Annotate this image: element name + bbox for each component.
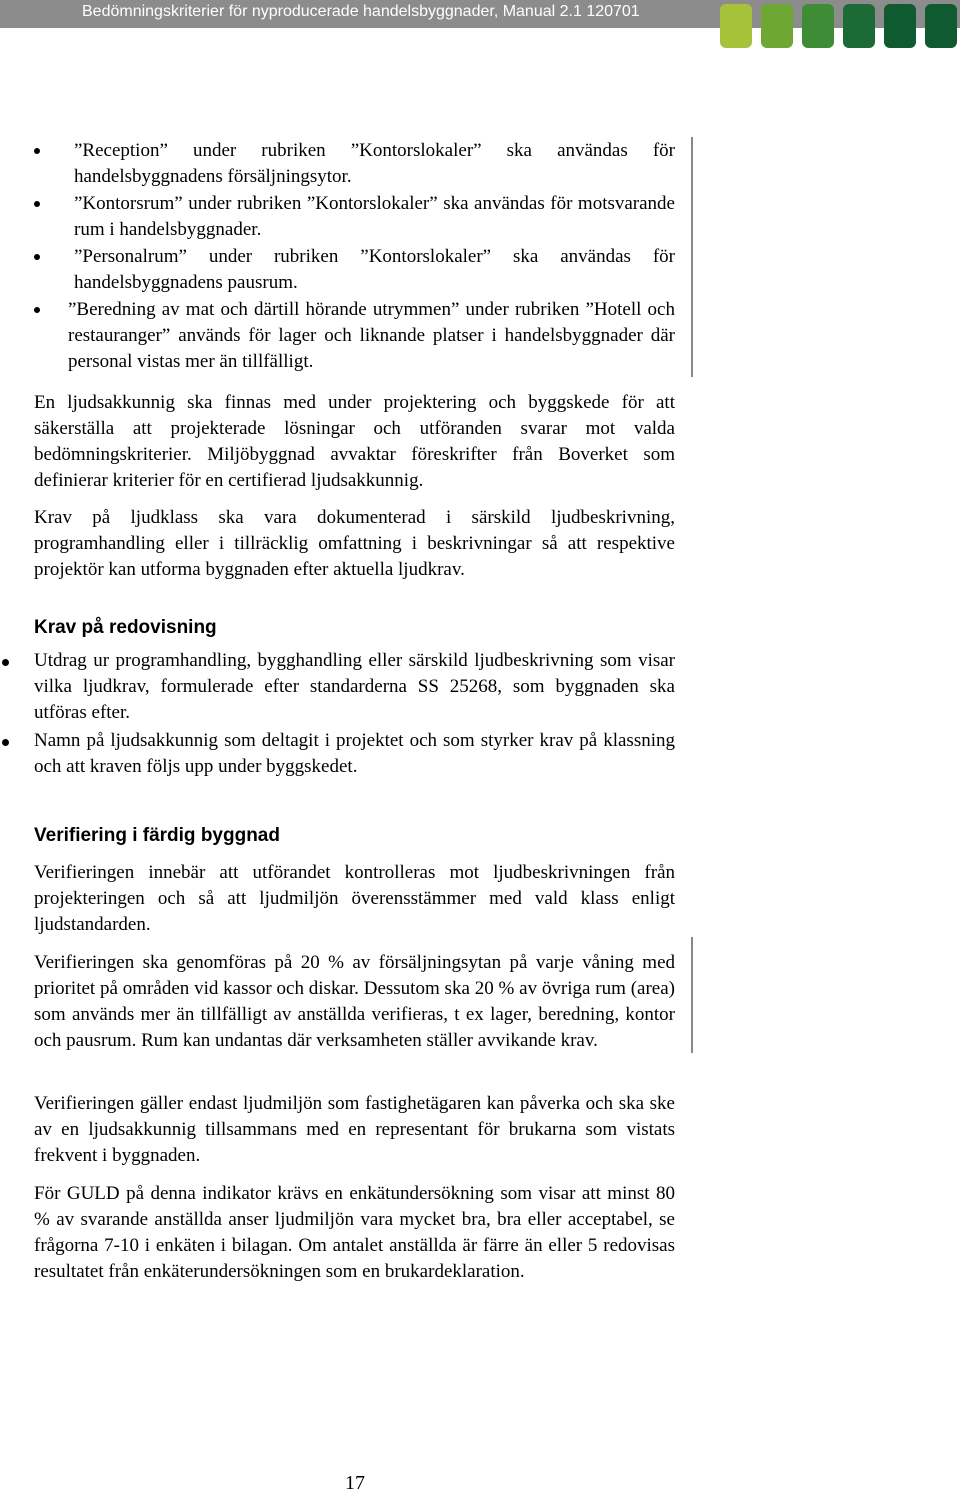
section-heading-redovisning: Krav på redovisning [34, 617, 217, 638]
bullet-icon [34, 148, 40, 154]
verifiering-paragraph: Verifieringen gäller endast ljudmiljön som fastighetägaren kan påverka och ska ske av en ljudsakkunnig tillsammans med en representant för brukarna som vistats frekvent i byggnaden. [34, 1093, 675, 1166]
intro-paragraph: Krav på ljudklass ska vara dokumenterad i särskild ljudbeskrivning, programhandling eller i tillräcklig omfattning i beskrivningar så att respektive projektör kan utforma byggnaden efter aktuella ljudkrav. [34, 507, 675, 580]
list-item [0, 191, 675, 243]
verifiering-paragraph-block [34, 950, 675, 1054]
logo-block-1 [720, 4, 752, 48]
list-item [0, 244, 675, 296]
change-bar [691, 937, 693, 1053]
page-number: 17 [345, 1472, 365, 1494]
logo-block-5 [884, 4, 916, 48]
bullet-list-top [0, 138, 675, 376]
bullet-icon [34, 201, 40, 207]
list-item [0, 138, 675, 190]
logo-block-6 [925, 4, 957, 48]
list-item-text: ”Kontorsrum” under rubriken ”Kontorslokaler” ska användas för motsvarande rum i handelsbyggnader. [74, 193, 675, 240]
verifiering-paragraph-block [34, 1181, 675, 1285]
logo-block-3 [802, 4, 834, 48]
list-item-text: ”Beredning av mat och därtill hörande utrymmen” under rubriken ”Hotell och restauranger” används för lager och liknande platser i handelsbyggnader där personal vistas mer än tillfälligt. [68, 299, 675, 372]
verifiering-paragraph: Verifieringen innebär att utförandet kontrolleras mot ljudbeskrivningen från projekteringen och så att ljudmiljön överensstämmer med vald klass enligt ljudstandarden. [34, 862, 675, 935]
bullet-icon [34, 307, 40, 313]
redovisning-list [0, 648, 675, 782]
verifiering-paragraph: För GULD på denna indikator krävs en enkätundersökning som visar att minst 80 % av svarande anställda anser ljudmiljön vara mycket bra, bra eller acceptabel, se frågorna 7-10 i enkäten i bilagan. Om antalet anställda är färre än eller 5 redovisas resultatet från enkäterundersökningen som en brukardeklaration. [34, 1183, 675, 1282]
change-bar [691, 137, 693, 377]
logo-block-4 [843, 4, 875, 48]
list-item-text: Namn på ljudsakkunnig som deltagit i projektet och som styrker krav på klassning och att kraven följs upp under byggskedet. [34, 730, 675, 777]
verifiering-paragraph: Verifieringen ska genomföras på 20 % av försäljningsytan på varje våning med prioritet på områden vid kassor och diskar. Dessutom ska 20 % av övriga rum (area) som används mer än tillfälligt av anställda verifieras, t ex lager, beredning, kontor och pausrum. Rum kan undantas där verksamheten ställer avvikande krav. [34, 952, 675, 1051]
list-item-text: ”Personalrum” under rubriken ”Kontorslokaler” ska användas för handelsbyggnadens pausrum. [74, 246, 675, 293]
bullet-icon [34, 254, 40, 260]
list-item-text: ”Reception” under rubriken ”Kontorslokaler” ska användas för handelsbyggnadens försäljningsytor. [74, 140, 675, 187]
list-item-text: Utdrag ur programhandling, bygghandling eller särskild ljudbeskrivning som visar vilka ljudkrav, formulerade efter standarderna SS 25268, som byggnaden ska utföras efter. [34, 650, 675, 723]
section-heading-verifiering: Verifiering i färdig byggnad [34, 825, 280, 846]
header-title: Bedömningskriterier för nyproducerade handelsbyggnader, Manual 2.1 120701 [82, 3, 640, 20]
intro-paragraph-1-block [34, 390, 675, 494]
list-item [0, 648, 675, 726]
list-item [0, 297, 675, 375]
intro-paragraph: En ljudsakkunnig ska finnas med under projektering och byggskede för att säkerställa att projekterade lösningar och utföranden svarar mot valda bedömningskriterier. Miljöbyggnad avvaktar föreskrifter från Boverket som definierar kriterier för en certifierad ljudsakkunnig. [34, 392, 675, 491]
logo-block-2 [761, 4, 793, 48]
list-item [0, 728, 675, 780]
intro-paragraph-2-block [34, 505, 675, 583]
verifiering-paragraph-block [34, 860, 675, 938]
verifiering-paragraph-block [34, 1091, 675, 1169]
bullet-icon [2, 659, 9, 666]
bullet-icon [2, 739, 9, 746]
